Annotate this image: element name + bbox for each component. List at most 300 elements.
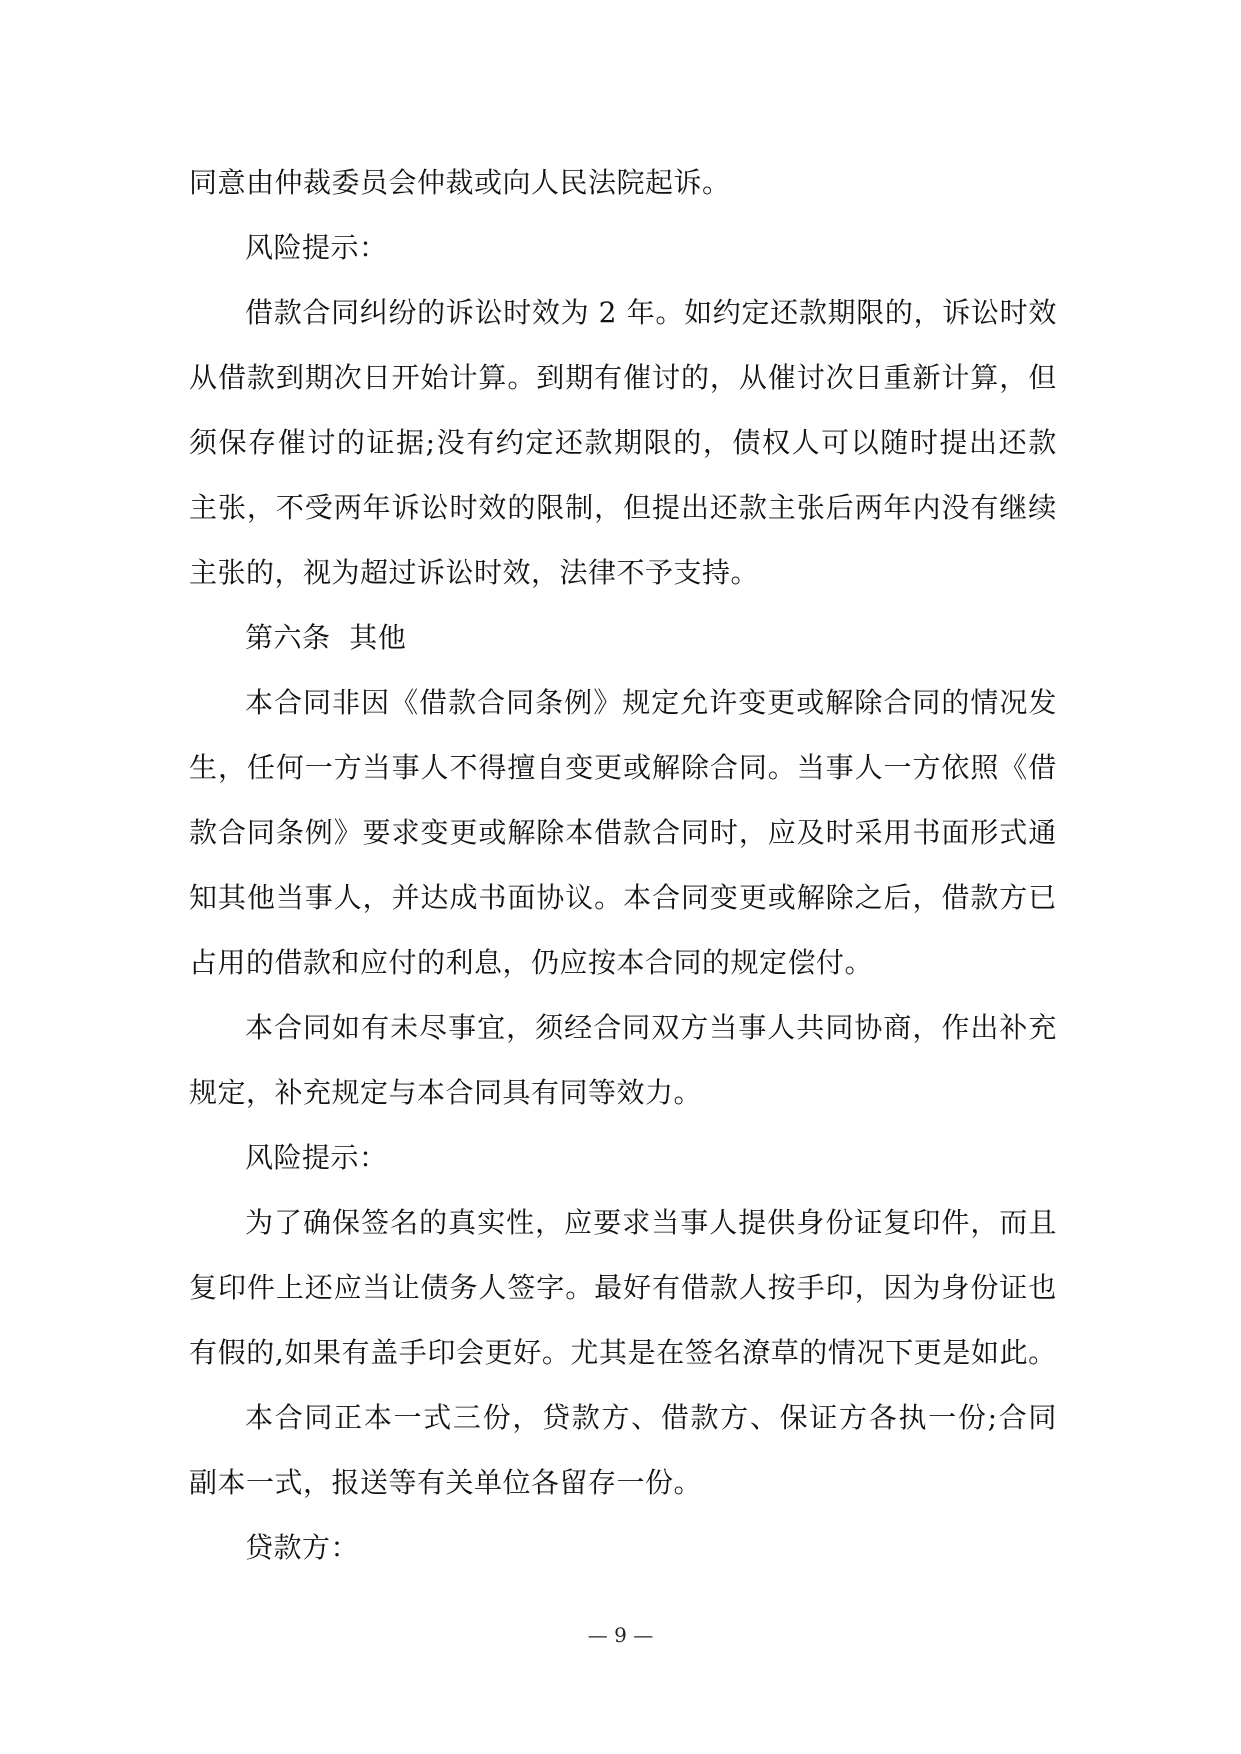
- text-glyph: 手: [796, 1271, 826, 1304]
- text-glyph: 款: [690, 1401, 720, 1434]
- text-glyph: 主: [767, 491, 797, 524]
- text-glyph: 出: [680, 491, 710, 524]
- text-glyph: 款: [970, 881, 999, 914]
- text-glyph: 同: [331, 296, 360, 329]
- text-glyph: 人: [738, 1271, 768, 1304]
- text-glyph: 的: [799, 1336, 828, 1369]
- text-glyph: 解: [652, 751, 681, 784]
- text-glyph: 事: [738, 1011, 767, 1044]
- text-glyph: 也: [1028, 1271, 1057, 1304]
- text-glyph: 诉: [942, 296, 971, 329]
- text-glyph: 次: [333, 361, 363, 394]
- text-glyph: 复: [189, 1271, 218, 1304]
- text-glyph: 催: [623, 361, 652, 394]
- text-glyph: ，: [970, 1206, 999, 1239]
- text-glyph: 借: [245, 296, 274, 329]
- text-line-content: 规定，补充规定与本合同具有同等效力。: [189, 1076, 703, 1109]
- text-glyph: 事: [391, 751, 421, 784]
- text-glyph: 后: [883, 881, 913, 914]
- text-glyph: 合: [217, 816, 247, 849]
- text-glyph: ，: [362, 881, 392, 914]
- text-glyph: 假: [217, 1336, 247, 1369]
- text-glyph: 随: [880, 426, 909, 459]
- text-glyph: 的: [941, 686, 970, 719]
- text-glyph: 事: [825, 751, 855, 784]
- text-glyph: 况: [856, 1336, 886, 1369]
- text-glyph: 有: [341, 1336, 371, 1369]
- text-glyph: 借: [660, 1401, 690, 1434]
- text-glyph: 更: [767, 686, 796, 719]
- text-glyph: 已: [1028, 881, 1057, 914]
- text-glyph: 条: [275, 816, 305, 849]
- text-glyph: 讼: [970, 296, 1000, 329]
- text-glyph: 款: [1028, 426, 1057, 459]
- text-glyph: 让: [391, 1271, 421, 1304]
- text-glyph: 时: [999, 296, 1029, 329]
- text-glyph: 期: [565, 361, 594, 394]
- text-glyph: 合: [274, 1011, 303, 1044]
- text-line: [189, 345, 1057, 410]
- text-line-content: 主张的，视为超过诉讼时效，法律不予支持。: [189, 556, 760, 589]
- text-glyph: 一: [304, 751, 334, 784]
- text-glyph: 日: [854, 361, 884, 394]
- text-glyph: 后: [825, 491, 855, 524]
- text-glyph: 合: [274, 686, 303, 719]
- text-glyph: 》: [593, 686, 622, 719]
- text-glyph: 人: [333, 881, 363, 914]
- text-glyph: 最: [594, 1271, 623, 1304]
- text-glyph: 约: [495, 426, 525, 459]
- text-glyph: 变: [738, 686, 767, 719]
- text-glyph: 方: [333, 751, 363, 784]
- text-glyph: 书: [478, 881, 507, 914]
- text-glyph: 更: [738, 881, 768, 914]
- text-line-content: 风险提示：: [245, 231, 388, 264]
- text-glyph: 同: [738, 751, 768, 784]
- text-glyph: 款: [738, 491, 768, 524]
- text-glyph: 2: [589, 296, 617, 329]
- text-glyph: 定: [525, 426, 554, 459]
- text-glyph: 知: [189, 881, 218, 914]
- text-glyph: 款: [246, 361, 276, 394]
- text-line: [189, 215, 1057, 280]
- text-glyph: 内: [912, 491, 941, 524]
- text-glyph: ，: [738, 816, 768, 849]
- text-glyph: 且: [1028, 1206, 1057, 1239]
- text-glyph: 在: [656, 1336, 685, 1369]
- text-glyph: 同: [680, 881, 710, 914]
- text-glyph: 没: [941, 491, 970, 524]
- text-glyph: 任: [246, 751, 276, 784]
- text-glyph: 受: [304, 491, 334, 524]
- text-glyph: 债: [732, 426, 761, 459]
- text-glyph: 但: [623, 491, 652, 524]
- text-glyph: 提: [738, 1206, 767, 1239]
- text-glyph: 潦: [742, 1336, 771, 1369]
- text-line-content: 风险提示：: [245, 1141, 388, 1174]
- text-glyph: 。: [507, 361, 536, 394]
- text-glyph: 真: [448, 1206, 477, 1239]
- text-glyph: ,: [274, 1336, 285, 1369]
- text-glyph: 为: [560, 296, 590, 329]
- text-glyph: 续: [1028, 491, 1057, 524]
- text-glyph: 保: [218, 426, 248, 459]
- text-glyph: 据: [396, 426, 425, 459]
- text-glyph: 签: [507, 1271, 536, 1304]
- text-line: [189, 605, 1057, 670]
- text-glyph: 身: [941, 1271, 970, 1304]
- text-glyph: 人: [709, 1206, 738, 1239]
- text-glyph: 除: [854, 686, 883, 719]
- text-glyph: 性: [506, 1206, 535, 1239]
- text-glyph: 要: [362, 816, 392, 849]
- text-glyph: 的: [673, 426, 702, 459]
- text-glyph: 份: [825, 1206, 854, 1239]
- text-glyph: 更: [594, 751, 623, 784]
- text-glyph: 证: [366, 426, 395, 459]
- text-glyph: 条: [535, 686, 564, 719]
- text-glyph: 两: [854, 491, 884, 524]
- text-glyph: 当: [709, 1011, 738, 1044]
- text-glyph: 。: [655, 296, 684, 329]
- text-glyph: 时: [449, 491, 478, 524]
- text-line: [189, 1515, 1057, 1580]
- text-glyph: 证: [809, 1401, 838, 1434]
- text-glyph: 新: [912, 361, 941, 394]
- text-glyph: 更: [913, 1336, 943, 1369]
- text-glyph: 手: [398, 1336, 428, 1369]
- text-glyph: 日: [362, 361, 392, 394]
- text-glyph: 款: [584, 426, 614, 459]
- text-glyph: 算: [478, 361, 507, 394]
- text-glyph: 本: [623, 881, 652, 914]
- text-glyph: ，: [246, 491, 276, 524]
- text-glyph: 名: [390, 1206, 419, 1239]
- text-glyph: ，: [217, 751, 247, 784]
- text-glyph: 。: [594, 881, 623, 914]
- text-glyph: 证: [854, 1206, 883, 1239]
- text-glyph: 约: [712, 296, 742, 329]
- text-line: [189, 1190, 1057, 1255]
- text-glyph: 应: [767, 816, 797, 849]
- text-glyph: 年: [362, 491, 392, 524]
- text-glyph: 以: [850, 426, 880, 459]
- text-glyph: 人: [854, 751, 884, 784]
- text-glyph: 款: [571, 1401, 601, 1434]
- text-glyph: 何: [275, 751, 305, 784]
- text-glyph: 如: [970, 1336, 1000, 1369]
- text-glyph: 书: [912, 816, 941, 849]
- text-glyph: 事: [304, 881, 334, 914]
- text-glyph: 》: [333, 816, 363, 849]
- text-glyph: ;: [425, 426, 436, 459]
- text-glyph: 如: [284, 1336, 313, 1369]
- text-glyph: 方: [839, 1401, 868, 1434]
- text-glyph: 到: [536, 361, 565, 394]
- text-glyph: 实: [477, 1206, 506, 1239]
- text-glyph: 款: [709, 1271, 739, 1304]
- text-glyph: 款: [623, 816, 652, 849]
- text-glyph: 事: [680, 1206, 709, 1239]
- text-glyph: 还: [998, 426, 1028, 459]
- text-glyph: 合: [302, 296, 331, 329]
- text-glyph: 本: [245, 1011, 274, 1044]
- text-line: [189, 1255, 1057, 1320]
- text-glyph: 方: [680, 1011, 709, 1044]
- text-glyph: 同: [246, 816, 276, 849]
- text-line: [189, 930, 1057, 995]
- text-glyph: 效: [1028, 296, 1057, 329]
- text-glyph: 当: [362, 751, 392, 784]
- text-glyph: 变: [420, 816, 450, 849]
- text-glyph: 借: [217, 361, 247, 394]
- text-glyph: ，: [912, 881, 941, 914]
- text-glyph: 时: [909, 426, 939, 459]
- text-glyph: 。: [1028, 1336, 1057, 1369]
- text-glyph: 限: [536, 491, 565, 524]
- text-glyph: 继: [999, 491, 1028, 524]
- text-line: [189, 865, 1057, 930]
- text-glyph: 当: [275, 881, 305, 914]
- text-glyph: 擅: [507, 751, 536, 784]
- text-glyph: 成: [449, 881, 478, 914]
- text-line: [189, 1450, 1057, 1515]
- text-glyph: 情: [970, 686, 999, 719]
- text-glyph: 款: [273, 296, 303, 329]
- text-glyph: 面: [507, 881, 536, 914]
- text-glyph: 非: [332, 686, 361, 719]
- text-line: [189, 150, 1057, 215]
- text-line: [189, 475, 1057, 540]
- text-glyph: 要: [593, 1206, 622, 1239]
- text-glyph: 尤: [570, 1336, 599, 1369]
- text-glyph: 定: [741, 296, 770, 329]
- text-line-content: 贷款方：: [245, 1531, 360, 1564]
- text-glyph: 或: [796, 686, 825, 719]
- text-glyph: 一: [883, 751, 913, 784]
- text-glyph: 须: [189, 426, 218, 459]
- text-glyph: 例: [564, 686, 593, 719]
- text-glyph: 借: [941, 881, 970, 914]
- text-line-content: 第六条 其他: [245, 621, 407, 654]
- text-glyph: 次: [825, 361, 855, 394]
- text-glyph: 件: [941, 1206, 970, 1239]
- text-glyph: 张: [796, 491, 826, 524]
- text-glyph: 本: [245, 1401, 274, 1434]
- text-glyph: ，: [709, 361, 739, 394]
- text-glyph: 会: [455, 1336, 485, 1369]
- text-glyph: 款: [189, 816, 218, 849]
- text-glyph: 合: [652, 881, 681, 914]
- text-line: [189, 540, 1057, 605]
- text-glyph: 讼: [420, 491, 450, 524]
- text-glyph: ，: [999, 361, 1028, 394]
- text-glyph: 共: [796, 1011, 825, 1044]
- text-glyph: 此: [999, 1336, 1029, 1369]
- text-glyph: 不: [275, 491, 305, 524]
- text-glyph: 贷: [542, 1401, 571, 1434]
- text-glyph: 其: [217, 881, 247, 914]
- text-glyph: 主: [189, 491, 218, 524]
- text-glyph: 供: [767, 1206, 796, 1239]
- text-glyph: 三: [452, 1401, 482, 1434]
- text-glyph: 当: [362, 1271, 392, 1304]
- text-line: [189, 670, 1057, 735]
- text-glyph: 借: [594, 816, 623, 849]
- text-glyph: 计: [449, 361, 478, 394]
- text-glyph: 的: [419, 1206, 448, 1239]
- text-glyph: [617, 280, 626, 345]
- text-glyph: 商: [883, 1011, 912, 1044]
- text-glyph: 方: [720, 1401, 749, 1434]
- text-glyph: 采: [854, 816, 884, 849]
- text-glyph: 、: [749, 1401, 779, 1434]
- text-glyph: 算: [970, 361, 999, 394]
- text-glyph: 。: [565, 1271, 594, 1304]
- text-glyph: 有: [970, 491, 999, 524]
- text-glyph: 印: [825, 1271, 855, 1304]
- text-glyph: 形: [970, 816, 999, 849]
- text-glyph: 期: [304, 361, 334, 394]
- text-glyph: 务: [449, 1271, 478, 1304]
- text-glyph: 出: [970, 1011, 999, 1044]
- text-glyph: 出: [969, 426, 998, 459]
- text-glyph: 解: [796, 881, 826, 914]
- text-glyph: 款: [798, 296, 828, 329]
- text-glyph: 一: [928, 1401, 957, 1434]
- text-glyph: 还: [770, 296, 799, 329]
- text-glyph: 可: [821, 426, 850, 459]
- text-glyph: 果: [312, 1336, 342, 1369]
- text-glyph: 款: [448, 686, 477, 719]
- text-glyph: 方: [912, 751, 941, 784]
- text-glyph: ，: [535, 1206, 564, 1239]
- text-glyph: 从: [189, 361, 218, 394]
- text-glyph: 宜: [477, 1011, 506, 1044]
- text-glyph: 达: [420, 881, 450, 914]
- text-glyph: ;: [987, 1401, 998, 1434]
- text-glyph: 的: [336, 426, 366, 459]
- text-glyph: 《: [390, 686, 419, 719]
- text-glyph: 允: [680, 686, 709, 719]
- text-glyph: 讨: [796, 361, 826, 394]
- text-glyph: 有: [594, 361, 623, 394]
- page-number: — 9 —: [587, 1623, 654, 1647]
- text-glyph: 保: [779, 1401, 809, 1434]
- text-glyph: 除: [825, 881, 855, 914]
- text-glyph: 不: [449, 751, 478, 784]
- text-glyph: 提: [939, 426, 968, 459]
- text-glyph: 未: [390, 1011, 419, 1044]
- text-glyph: 解: [825, 686, 854, 719]
- text-line: [189, 1060, 1057, 1125]
- text-glyph: 了: [274, 1206, 303, 1239]
- text-glyph: 盖: [370, 1336, 399, 1369]
- text-glyph: 议: [565, 881, 594, 914]
- text-glyph: 还: [304, 1271, 334, 1304]
- text-glyph: 合: [274, 1401, 304, 1434]
- text-glyph: 本: [245, 686, 274, 719]
- text-glyph: ，: [913, 296, 943, 329]
- text-glyph: 印: [217, 1271, 247, 1304]
- text-glyph: 下: [885, 1336, 914, 1369]
- text-glyph: 按: [767, 1271, 797, 1304]
- text-glyph: 补: [999, 1011, 1028, 1044]
- text-glyph: 除: [536, 816, 565, 849]
- text-glyph: 时: [825, 816, 855, 849]
- text-glyph: 及: [796, 816, 826, 849]
- text-glyph: 更: [449, 816, 478, 849]
- text-glyph: 有: [189, 1336, 218, 1369]
- text-glyph: 的: [507, 491, 536, 524]
- text-glyph: 催: [767, 361, 797, 394]
- text-glyph: 通: [1028, 816, 1057, 849]
- text-glyph: 借: [1028, 751, 1057, 784]
- text-glyph: 签: [361, 1206, 390, 1239]
- text-glyph: 人: [791, 426, 821, 459]
- text-glyph: 当: [651, 1206, 680, 1239]
- text-glyph: 正: [334, 1401, 363, 1434]
- text-glyph: 当: [796, 751, 826, 784]
- text-line-content: 副本一式，报送等有关单位各留存一份。: [189, 1466, 703, 1499]
- text-glyph: 复: [883, 1206, 912, 1239]
- text-glyph: 限: [643, 426, 673, 459]
- text-glyph: 例: [304, 816, 334, 849]
- text-glyph: 人: [478, 1271, 507, 1304]
- text-glyph: 权: [761, 426, 791, 459]
- text-glyph: 借: [680, 1271, 710, 1304]
- text-glyph: 变: [709, 881, 739, 914]
- text-glyph: 印: [912, 1206, 941, 1239]
- text-glyph: 合: [593, 1011, 622, 1044]
- text-line: [189, 995, 1057, 1060]
- text-glyph: ，: [702, 426, 732, 459]
- text-glyph: 如: [684, 296, 713, 329]
- text-line: [189, 1385, 1057, 1450]
- text-glyph: 方: [999, 881, 1028, 914]
- text-glyph: ，: [594, 491, 623, 524]
- text-glyph: 纷: [388, 296, 417, 329]
- text-glyph: 名: [713, 1336, 742, 1369]
- text-glyph: 是: [627, 1336, 657, 1369]
- text-glyph: 充: [1028, 1011, 1057, 1044]
- text-glyph: 合: [709, 751, 739, 784]
- text-glyph: 证: [999, 1271, 1028, 1304]
- text-glyph: ，: [506, 1011, 535, 1044]
- text-glyph: 事: [448, 1011, 477, 1044]
- text-glyph: 期: [614, 426, 643, 459]
- text-glyph: 有: [466, 426, 495, 459]
- text-line: [189, 800, 1057, 865]
- text-line: [189, 410, 1057, 475]
- text-line: [189, 735, 1057, 800]
- text-glyph: 人: [420, 751, 450, 784]
- text-glyph: 还: [554, 426, 584, 459]
- text-glyph: 而: [999, 1206, 1028, 1239]
- text-glyph: 变: [565, 751, 594, 784]
- text-glyph: 没: [436, 426, 466, 459]
- text-glyph: 重: [883, 361, 913, 394]
- text-line: [189, 1320, 1057, 1385]
- text-glyph: 更: [484, 1336, 514, 1369]
- text-glyph: 其: [599, 1336, 628, 1369]
- text-glyph: 执: [898, 1401, 927, 1434]
- text-glyph: 发: [1028, 686, 1057, 719]
- text-glyph: 但: [1028, 361, 1057, 394]
- text-glyph: 照: [970, 751, 999, 784]
- text-glyph: 份: [482, 1401, 512, 1434]
- text-glyph: 式: [423, 1401, 452, 1434]
